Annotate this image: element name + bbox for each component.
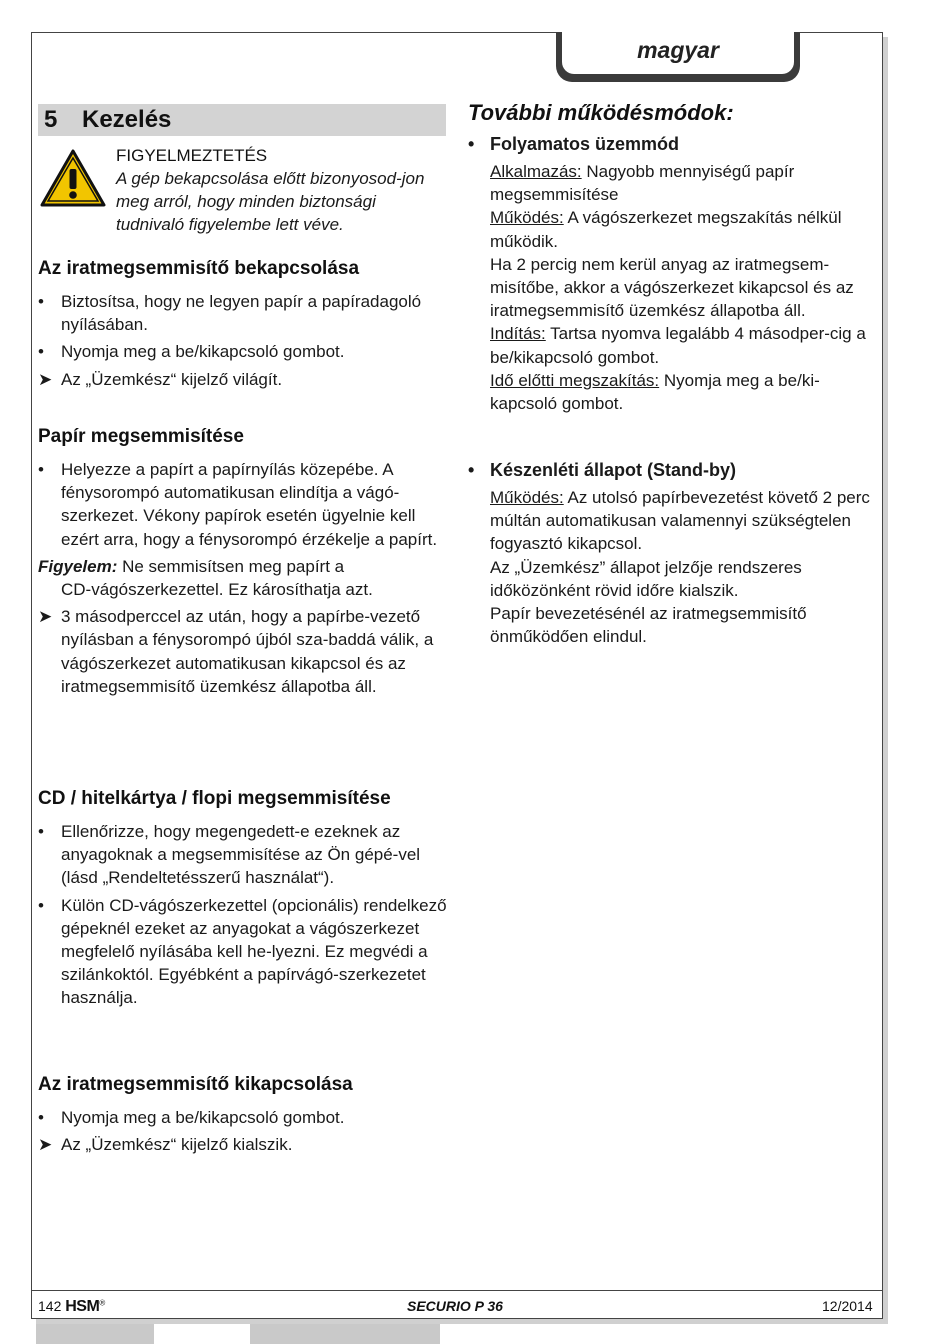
continuous-body: Alkalmazás: Nagyobb mennyiségű papír megsemmisítése Működés: A vágószerkezet megszakítás nélkül működik. Ha 2 percig nem kerül anyag az iratmegsem-misítőbe, akkor a vágószerkezet kikapcsol és az iratmegsemmisítő üzemkész állapotba áll. Indítás: Tartsa nyomva legalább 4 másodper-cig a be/kikapcsoló gombot. Idő előtti megszakítás: Nyomja meg a be/ki-kapcsoló gombot.	[490, 162, 866, 414]
switch-off-section	[38, 1074, 448, 1160]
warning-text: A gép bekapcsolása előtt bizonyosod-jon meg arról, hogy minden biztonsági tudnivaló figyelembe lett véve.	[116, 169, 425, 234]
note-line-2: CD-vágószerkezettel. Ez károsíthatja azt.	[61, 580, 373, 600]
list-item: • Nyomja meg a be/kikapcsoló gombot.	[38, 342, 345, 362]
modes-section	[468, 100, 880, 415]
footer-left	[38, 1298, 105, 1316]
standby-body: Működés: Az utolsó papírbevezetést követő 2 perc múltán automatikusan valamennyi szükségtelen fogyasztó kikapcsol. Az „Üzemkész” állapot jelzője rendszeres időközönként rövid időre kialszik. Papír bevezetésénél az iratmegsemmisítő önműködően elindul.	[490, 488, 870, 647]
footer-date: 12/2014	[822, 1298, 873, 1314]
warning-title: FIGYELMEZTETÉS	[116, 146, 268, 165]
bottom-decor-bar	[250, 1324, 440, 1344]
section-number: 5	[44, 106, 58, 133]
note-label: Figyelem:	[38, 556, 118, 576]
cd-section	[38, 788, 448, 1014]
paper-section	[38, 426, 448, 702]
list-item: • Helyezze a papírt a papírnyílás közepébe. A fénysorompó automatikusan elindítja a vágó-szerkezet. Vékony papírok esetén ügyelnie kell ezért arra, hogy a fénysorompó érzékelje a papírt.	[38, 460, 438, 549]
warning-block	[116, 144, 448, 236]
switch-off-heading: Az iratmegsemmisítő kikapcsolása	[38, 1074, 353, 1095]
list-item: ➤ Az „Üzemkész“ kijelző világít.	[38, 369, 283, 389]
paper-heading: Papír megsemmisítése	[38, 426, 244, 447]
bottom-decor-bar	[36, 1324, 154, 1344]
continuous-title: • Folyamatos üzemmód	[468, 134, 680, 154]
modes-heading: További működésmódok:	[468, 100, 734, 125]
list-item: ➤ Az „Üzemkész“ kijelző kialszik.	[38, 1135, 293, 1155]
page-number: 142	[38, 1298, 62, 1314]
standby-section	[468, 458, 880, 648]
warning-triangle-icon	[40, 149, 106, 207]
section-title: Kezelés	[82, 106, 172, 133]
note-text: Ne semmisítsen meg papírt a	[122, 556, 345, 576]
cd-heading: CD / hitelkártya / flopi megsemmisítése	[38, 788, 391, 809]
switch-on-section	[38, 258, 448, 395]
hsm-logo: HSM	[65, 1298, 100, 1315]
list-item: • Külön CD-vágószerkezettel (opcionális) rendelkező gépeknél ezeket az anyagokat a vágószerkezet megfelelő nyílásába kell he-lyezni. Ez megvédi a szilánkoktól. Egyébként a papírvágó-szerkezetet használja.	[38, 895, 447, 1008]
registered-mark: ®	[99, 1298, 106, 1308]
list-item: ➤ 3 másodperccel az után, hogy a papírbe-vezető nyílásban a fénysorompó újból sza-baddá válik, a vágószerkezet automatikusan kikapcsol és az iratmegsemmisítő üzemkész állapotba áll.	[38, 607, 434, 696]
list-item: • Nyomja meg a be/kikapcsoló gombot.	[38, 1108, 345, 1127]
language-label: magyar	[562, 32, 794, 74]
list-item: • Ellenőrizze, hogy megengedett-e ezeknek az anyagoknak a megsemmisítése az Ön gépé-vel (lásd „Rendeltetésszerű használat“).	[38, 822, 421, 888]
standby-title: • Készenléti állapot (Stand-by)	[468, 460, 737, 480]
list-item: • Biztosítsa, hogy ne legyen papír a papíradagoló nyílásában.	[38, 292, 422, 335]
note-line	[38, 555, 448, 578]
switch-on-heading: Az iratmegsemmisítő bekapcsolása	[38, 258, 360, 279]
section-header	[38, 104, 446, 136]
language-tab	[556, 32, 800, 82]
footer-divider	[31, 1290, 883, 1291]
footer-model: SECURIO P 36	[407, 1298, 503, 1314]
